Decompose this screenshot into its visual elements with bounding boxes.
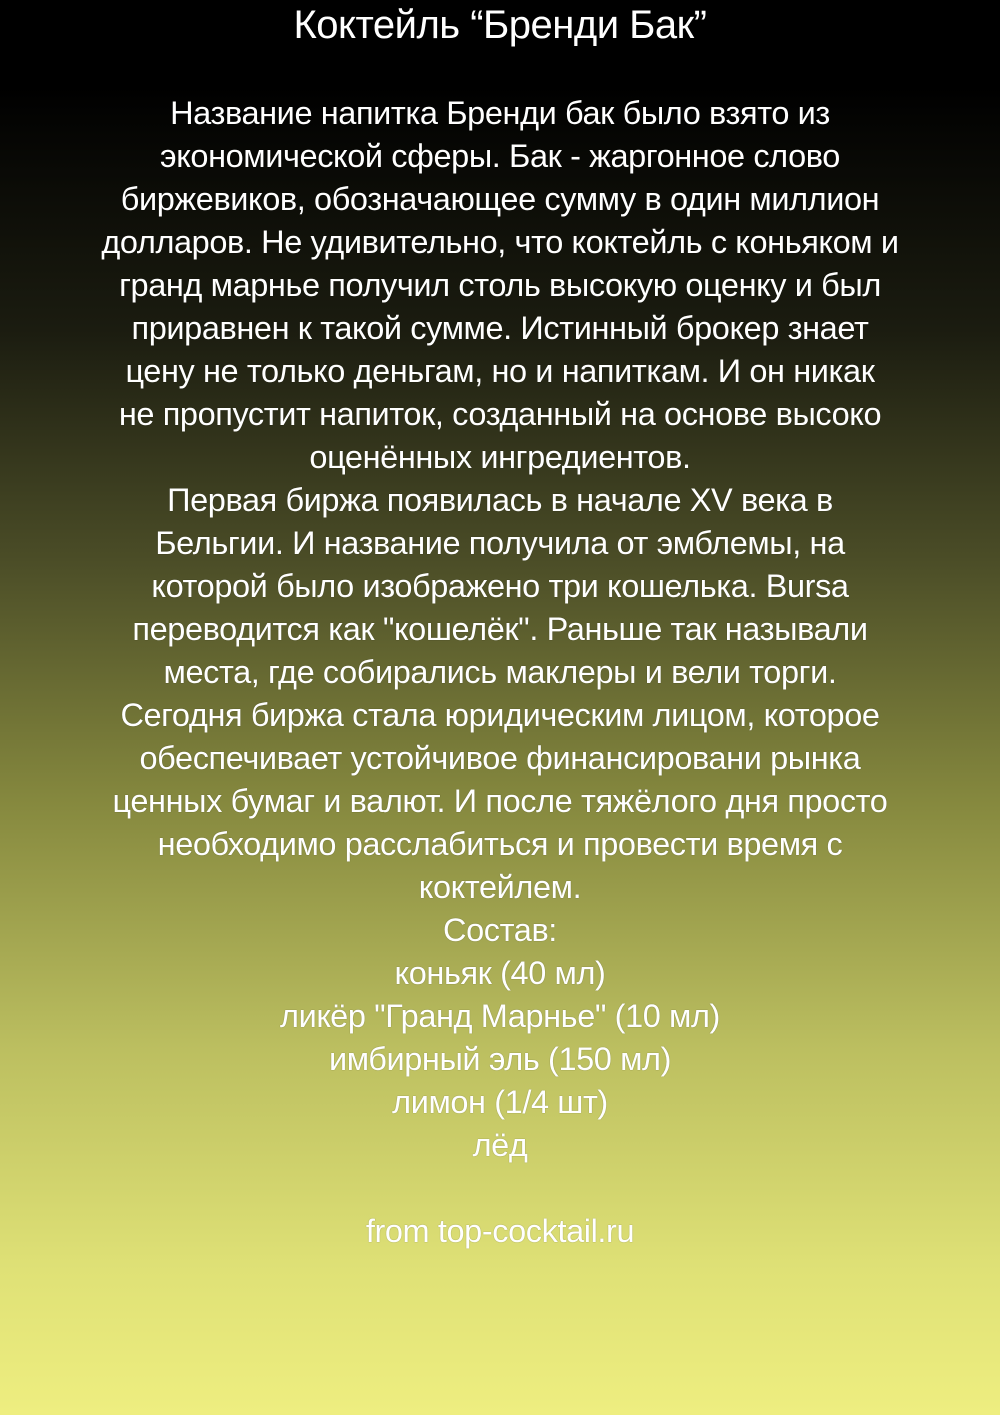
ingredients-heading: Состав: [443, 912, 557, 948]
text-line: долларов. Не удивительно, что коктейль с коньяком и [101, 224, 899, 260]
text-line: переводится как "кошелёк". Раньше так называли [132, 611, 868, 647]
ingredient-item: имбирный эль (150 мл) [328, 1041, 672, 1077]
text-line: биржевиков, обозначающее сумму в один миллион [120, 181, 880, 217]
text-line: экономической сферы. Бак - жаргонное слово [160, 138, 840, 174]
text-line: необходимо расслабиться и провести время с [157, 826, 843, 862]
article-body [0, 92, 1000, 1253]
text-line: обеспечивает устойчивое финансировани рынка [139, 740, 861, 776]
paragraph-history-exchange [0, 479, 1000, 909]
text-line: Название напитка Бренди бак было взято из [170, 95, 830, 131]
ingredient-item: коньяк (40 мл) [394, 955, 606, 991]
text-line: которой было изображено три кошелька. Bursa [151, 568, 849, 604]
text-line: коктейлем. [418, 869, 582, 905]
ingredient-item: лёд [472, 1127, 528, 1163]
ingredients-section [0, 909, 1000, 1167]
ingredient-item: ликёр "Гранд Марнье" (10 мл) [280, 998, 720, 1034]
text-line: гранд марнье получил столь высокую оценку и был [119, 267, 881, 303]
text-line: приравнен к такой сумме. Истинный брокер знает [131, 310, 869, 346]
text-line: места, где собирались маклеры и вели торги. [163, 654, 837, 690]
ingredient-item: лимон (1/4 шт) [392, 1084, 608, 1120]
paragraph-history-name [0, 92, 1000, 479]
text-line: оценённых ингредиентов. [309, 439, 691, 475]
spacer [0, 1167, 1000, 1210]
text-line: цену не только деньгам, но и напиткам. И он никак [125, 353, 875, 389]
text-line: Первая биржа появилась в начале XV века в [167, 482, 833, 518]
text-line: Сегодня биржа стала юридическим лицом, которое [120, 697, 880, 733]
text-line: ценных бумаг и валют. И после тяжёлого дня просто [112, 783, 888, 819]
text-line: не пропустит напиток, созданный на основе высоко [118, 396, 882, 432]
page-title: Коктейль “Бренди Бак” [293, 3, 707, 47]
source-credit: from top-cocktail.ru [365, 1213, 635, 1249]
text-line: Бельгии. И название получила от эмблемы, на [155, 525, 845, 561]
